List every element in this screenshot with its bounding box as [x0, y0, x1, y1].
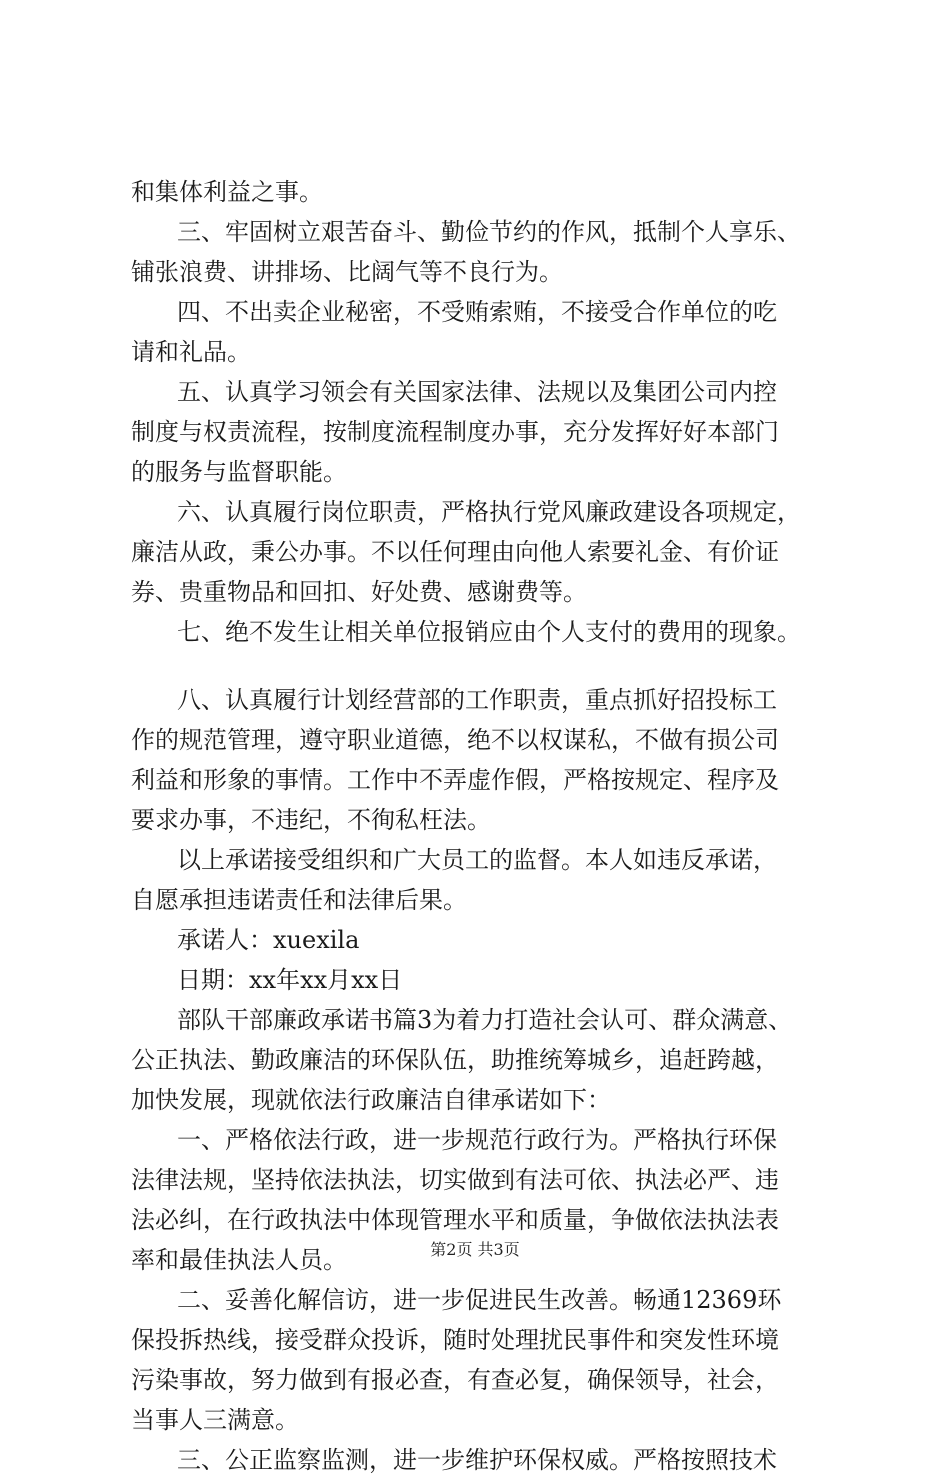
text-line: 一、严格依法行政，进一步规范行政行为。严格执行环保 — [177, 1126, 777, 1154]
text-line: 六、认真履行岗位职责，严格执行党风廉政建设各项规定， — [177, 498, 801, 526]
text-line: 当事人三满意。 — [131, 1406, 299, 1434]
text-line: 二、妥善化解信访，进一步促进民生改善。畅通12369环 — [177, 1286, 782, 1314]
text-line: 公正执法、勤政廉洁的环保队伍，助推统筹城乡，追赶跨越， — [131, 1046, 779, 1074]
text-line: 法律法规，坚持依法执法，切实做到有法可依、执法必严、违 — [131, 1166, 779, 1194]
text-line: 要求办事，不违纪，不徇私枉法。 — [131, 806, 491, 834]
text-line: 和集体利益之事。 — [131, 178, 323, 206]
text-line: 廉洁从政，秉公办事。不以任何理由向他人索要礼金、有价证 — [131, 538, 779, 566]
text-line: 承诺人：xuexila — [177, 926, 360, 954]
text-line: 三、公正监察监测，进一步维护环保权威。严格按照技术 — [177, 1446, 777, 1474]
text-line: 券、贵重物品和回扣、好处费、感谢费等。 — [131, 578, 587, 606]
text-line: 铺张浪费、讲排场、比阔气等不良行为。 — [131, 258, 563, 286]
text-line: 四、不出卖企业秘密，不受贿索贿，不接受合作单位的吃 — [177, 298, 777, 326]
text-line: 加快发展，现就依法行政廉洁自律承诺如下： — [131, 1086, 611, 1114]
text-line: 五、认真学习领会有关国家法律、法规以及集团公司内控 — [177, 378, 777, 406]
text-line: 三、牢固树立艰苦奋斗、勤俭节约的作风，抵制个人享乐、 — [177, 218, 801, 246]
text-line: 请和礼品。 — [131, 338, 251, 366]
text-line: 作的规范管理，遵守职业道德，绝不以权谋私，不做有损公司 — [131, 726, 779, 754]
page-footer: 第2页 共3页 — [430, 1240, 520, 1259]
document-body — [131, 172, 851, 1480]
text-line: 保投拆热线，接受群众投诉，随时处理扰民事件和突发性环境 — [131, 1326, 779, 1354]
text-line: 法必纠，在行政执法中体现管理水平和质量，争做依法执法表 — [131, 1206, 779, 1234]
text-line: 制度与权责流程，按制度流程制度办事，充分发挥好好本部门 — [131, 418, 779, 446]
text-line: 以上承诺接受组织和广大员工的监督。本人如违反承诺， — [177, 846, 777, 874]
text-line: 污染事故，努力做到有报必查，有查必复，确保领导，社会， — [131, 1366, 779, 1394]
text-line: 八、认真履行计划经营部的工作职责，重点抓好招投标工 — [177, 686, 777, 714]
text-line: 七、绝不发生让相关单位报销应由个人支付的费用的现象。 — [177, 618, 801, 646]
text-line: 利益和形象的事情。工作中不弄虚作假，严格按规定、程序及 — [131, 766, 779, 794]
text-line: 的服务与监督职能。 — [131, 458, 347, 486]
paragraph-gap — [131, 652, 851, 680]
text-line: 日期：xx年xx月xx日 — [177, 966, 403, 994]
text-line: 部队干部廉政承诺书篇3为着力打造社会认可、群众满意、 — [177, 1006, 793, 1034]
text-line: 率和最佳执法人员。 — [131, 1246, 347, 1274]
text-line: 自愿承担违诺责任和法律后果。 — [131, 886, 467, 914]
